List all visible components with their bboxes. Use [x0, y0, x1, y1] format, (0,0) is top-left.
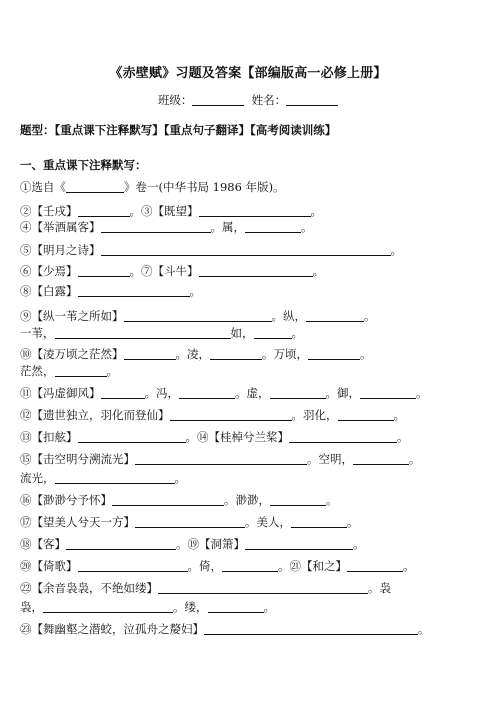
item-text: 。: [403, 559, 415, 573]
item-text: ⑬【扣舷】: [20, 430, 78, 444]
item-text: 如，: [230, 326, 254, 340]
answer-blank[interactable]: [78, 205, 130, 217]
item-15-cont: [20, 471, 470, 485]
item-12: [20, 408, 470, 422]
answer-blank[interactable]: [270, 494, 326, 506]
item-23: [20, 622, 470, 636]
item-text: 。: [418, 622, 430, 636]
page-title: 《赤壁赋》习题及答案【部编版高一必修上册】: [109, 66, 387, 81]
item-10-cont: [20, 364, 470, 378]
item-text: ⑧【白露】: [20, 284, 78, 298]
item-9-cont: [20, 326, 470, 340]
item-text: 。属，: [210, 220, 245, 234]
item-text: 。⑦【斗牛】: [129, 264, 199, 278]
item-text: 。: [106, 364, 118, 378]
section-heading: 一、重点课下注释默写：: [20, 158, 147, 172]
item-text: 》卷一(中华书局 1986 年版)。: [124, 180, 285, 194]
item-text: 。⑭【桂棹兮兰桨】: [185, 430, 289, 444]
name-label: 姓名：: [251, 93, 287, 107]
answer-blank[interactable]: [43, 601, 173, 613]
item-text: ⑥【少焉】: [20, 264, 78, 278]
item-text: 。凌，: [175, 347, 210, 361]
item-text: 。: [360, 347, 372, 361]
item-text: 。: [390, 243, 402, 257]
item-text: 。: [397, 430, 409, 444]
answer-blank[interactable]: [204, 623, 418, 635]
item-text: 。虚，: [235, 386, 270, 400]
item-text: 。: [416, 386, 428, 400]
item-text: 。纵，: [271, 309, 306, 323]
answer-blank[interactable]: [270, 387, 326, 399]
answer-blank[interactable]: [199, 265, 313, 277]
answer-blank[interactable]: [135, 453, 307, 465]
answer-blank[interactable]: [101, 244, 391, 256]
item-text: 。: [291, 326, 303, 340]
item-text: 。: [301, 220, 313, 234]
item-15: [20, 452, 470, 466]
item-text: ⑪【冯虚御风】: [20, 386, 101, 400]
name-blank[interactable]: [286, 94, 338, 106]
item-text: 。㉑【和之】: [278, 559, 347, 573]
item-text: ①选自《: [20, 180, 66, 194]
item-2-3: [20, 204, 470, 218]
item-22-cont: [20, 600, 470, 614]
item-text: 。: [310, 204, 322, 218]
item-text: ⑮【击空明兮溯流光】: [20, 452, 135, 466]
item-text: 。缕，: [173, 600, 208, 614]
item-20-21: [20, 559, 470, 573]
item-text: 。冯，: [144, 386, 179, 400]
class-label: 班级：: [157, 93, 193, 107]
item-18-19: [20, 537, 470, 551]
item-text: 。⑲【洞箫】: [176, 537, 245, 551]
answer-blank[interactable]: [360, 387, 416, 399]
item-5: [20, 243, 470, 257]
answer-blank[interactable]: [179, 387, 235, 399]
item-text: 。: [409, 452, 421, 466]
item-text: ㉓【舞幽壑之潜蛟，泣孤舟之嫠妇】: [20, 622, 204, 636]
question-types-heading: 题型：【重点课下注释默写】【重点句子翻译】【高考阅读训练】: [20, 123, 337, 137]
item-text: 。倚，: [187, 559, 222, 573]
item-text: 。: [326, 493, 338, 507]
answer-blank[interactable]: [66, 538, 176, 550]
answer-blank[interactable]: [199, 205, 311, 217]
item-text: ⑱【客】: [20, 537, 66, 551]
item-text: 。③【既望】: [129, 204, 199, 218]
answer-blank[interactable]: [124, 310, 272, 322]
answer-blank[interactable]: [210, 348, 262, 360]
item-text: 。袅: [368, 581, 391, 595]
item-10: [20, 347, 470, 361]
answer-blank[interactable]: [170, 409, 292, 421]
item-6-7: [20, 264, 470, 278]
item-text: 。: [263, 600, 275, 614]
item-11: [20, 386, 470, 400]
item-4: [20, 220, 470, 234]
item-text: ②【壬戌】: [20, 204, 78, 218]
answer-blank[interactable]: [55, 365, 107, 377]
item-text: 。: [189, 284, 201, 298]
item-1: [20, 180, 470, 194]
item-13-14: [20, 430, 470, 444]
answer-blank[interactable]: [66, 181, 124, 193]
item-text: 一苇，: [20, 326, 55, 340]
answer-blank[interactable]: [347, 560, 403, 572]
item-text: ④【举酒属客】: [20, 220, 101, 234]
answer-blank[interactable]: [245, 538, 353, 550]
item-text: 。羽化，: [291, 408, 338, 422]
item-text: 。渺渺，: [224, 493, 270, 507]
answer-blank[interactable]: [222, 560, 278, 572]
item-text: ⑳【倚歌】: [20, 559, 78, 573]
answer-blank[interactable]: [78, 265, 130, 277]
answer-blank[interactable]: [124, 348, 176, 360]
item-text: 流光，: [20, 471, 55, 485]
answer-blank[interactable]: [208, 601, 264, 613]
answer-blank[interactable]: [338, 409, 394, 421]
item-text: 。: [174, 471, 186, 485]
item-16: [20, 493, 470, 507]
class-name-line: [0, 92, 496, 108]
item-text: ⑩【凌万顷之茫然】: [20, 347, 124, 361]
item-8: [20, 284, 470, 298]
answer-blank[interactable]: [78, 431, 186, 443]
item-text: 。万顷，: [262, 347, 308, 361]
answer-blank[interactable]: [101, 387, 145, 399]
answer-blank[interactable]: [306, 310, 364, 322]
item-text: 。美人，: [245, 515, 291, 529]
answer-blank[interactable]: [291, 516, 347, 528]
item-text: 。御，: [325, 386, 360, 400]
answer-blank[interactable]: [101, 221, 211, 233]
answer-blank[interactable]: [135, 516, 245, 528]
item-text: 。: [347, 515, 359, 529]
answer-blank[interactable]: [55, 327, 231, 339]
answer-blank[interactable]: [55, 472, 175, 484]
answer-blank[interactable]: [308, 348, 360, 360]
item-text: 茫然，: [20, 364, 55, 378]
answer-blank[interactable]: [158, 582, 368, 594]
answer-blank[interactable]: [78, 560, 188, 572]
item-text: ⑤【明月之诗】: [20, 243, 101, 257]
item-22: [20, 581, 470, 595]
item-text: ⑯【渺渺兮予怀】: [20, 493, 112, 507]
answer-blank[interactable]: [245, 221, 301, 233]
answer-blank[interactable]: [289, 431, 397, 443]
item-text: 。: [364, 309, 376, 323]
item-text: 袅，: [20, 600, 43, 614]
item-text: 。: [312, 264, 324, 278]
item-text: ⑫【遗世独立，羽化而登仙】: [20, 408, 170, 422]
class-blank[interactable]: [192, 94, 244, 106]
answer-blank[interactable]: [353, 453, 409, 465]
answer-blank[interactable]: [112, 494, 224, 506]
item-17: [20, 515, 470, 529]
item-text: ⑰【望美人兮天一方】: [20, 515, 135, 529]
answer-blank[interactable]: [78, 285, 190, 297]
answer-blank[interactable]: [254, 327, 292, 339]
item-text: 。: [353, 537, 365, 551]
item-text: ⑨【纵一苇之所如】: [20, 309, 124, 323]
item-text: ㉒【余音袅袅，不绝如缕】: [20, 581, 158, 595]
item-text: 。空明，: [307, 452, 353, 466]
item-9: [20, 309, 470, 323]
item-text: 。: [393, 408, 405, 422]
